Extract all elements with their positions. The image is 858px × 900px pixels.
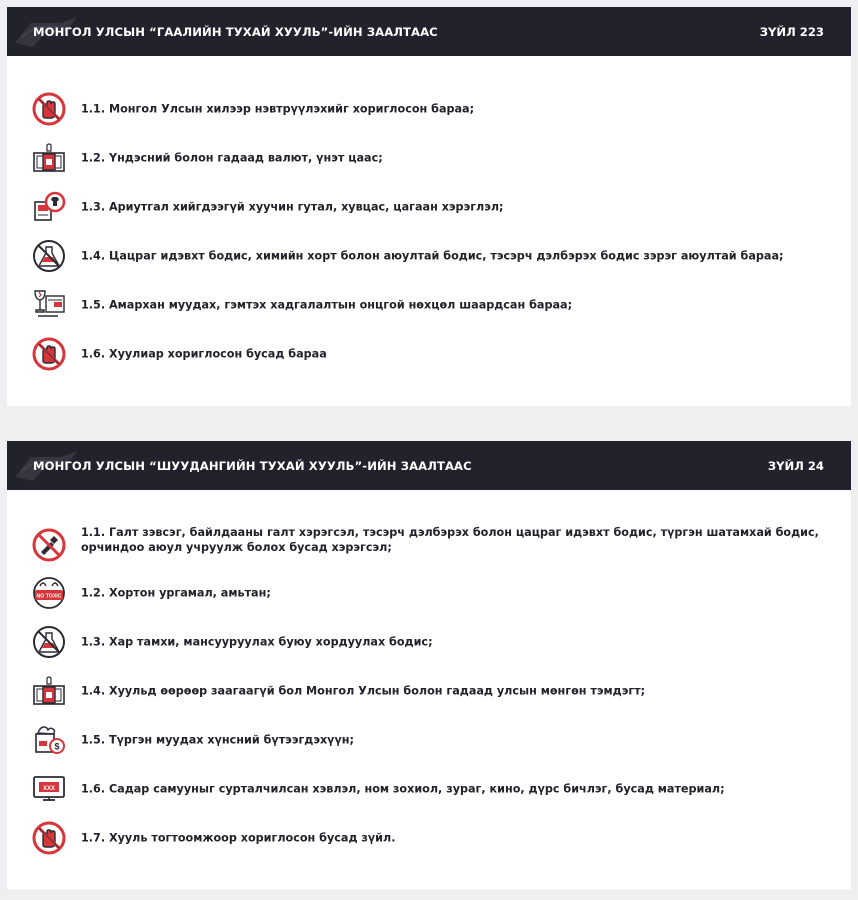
svg-text:$: $ [54,741,60,752]
list-item [32,769,831,809]
item-text: 1.5. Түргэн муудах хүнсний бүтээгдэхүүн; [81,733,354,747]
list-item [32,334,831,374]
item-text: 1.2. Хортон ургамал, амьтан; [81,586,271,600]
list-item [32,138,831,178]
list-item [32,187,831,227]
badge-text: XXX [42,785,56,792]
prohibited-hand-icon [32,821,66,855]
item-text: 1.3. Хар тамхи, мансууруулах буюу хордуулах бодис; [81,635,433,649]
item-text: 1.6. Хуулиар хориглосон бусад бараа [81,347,327,361]
article-number: ЗҮЙЛ 223 [759,24,824,39]
no-chemicals-icon [32,239,66,273]
badge-text: NO TOXIC [36,593,62,600]
list-item [32,720,831,760]
list-item [32,818,831,858]
section-title: МОНГОЛ УЛСЫН “ГААЛИЙН ТУХАЙ ХУУЛЬ”-ИЙН ЗААЛТААС [33,24,438,39]
list-item [32,89,831,129]
list-item [32,573,831,613]
adult-content-icon [32,772,66,806]
customs-law-section [7,7,851,406]
article-number: ЗҮЙЛ 24 [767,458,824,473]
item-text: 1.7. Хууль тогтоомжоор хориглосон бусад зүйл. [81,831,396,845]
item-text: 1.6. Садар самууныг сурталчилсан хэвлэл, ном зохиол, зураг, кино, дүрс бичлэг, бусад материал; [81,782,725,796]
no-weapons-icon [32,528,66,562]
item-text: 1.3. Ариутгал хийгдээгүй хуучин гутал, хувцас, цагаан хэрэглэл; [81,200,504,214]
section-header [7,441,851,490]
fragile-goods-icon [32,288,66,322]
prohibited-hand-icon [32,92,66,126]
no-toxic-icon [32,576,66,610]
item-text: 1.1. Монгол Улсын хилээр нэвтрүүлэхийг хориглосон бараа; [81,102,475,116]
item-text: 1.4. Цацраг идэвхт бодис, химийн хорт болон аюултай бодис, тэсэрч дэлбэрэх бодис зэрэг аюултай бараа; [81,249,784,263]
section-title: МОНГОЛ УЛСЫН “ШУУДАНГИЙН ТУХАЙ ХУУЛЬ”-ИЙН ЗААЛТААС [33,458,472,473]
prohibited-hand-icon [32,337,66,371]
postal-law-section [7,441,851,889]
currency-bills-icon [32,141,66,175]
section-header [7,7,851,56]
list-item [32,236,831,276]
item-text: 1.1. Галт зэвсэг, байлдааны галт хэрэгсэл, тэсэрч дэлбэрэх болон цацраг идэвхт бодис, түргэн шатамхай бодис, орчиндоо аюул учруулж болох бусад хэрэгсэл; [81,526,819,554]
currency-bills-icon [32,674,66,708]
used-clothing-icon [32,190,66,224]
list-item [32,525,831,565]
list-item [32,622,831,662]
list-item [32,671,831,711]
item-text: 1.4. Хуульд өөрөөр заагаагүй бол Монгол Улсын болон гадаад улсын мөнгөн тэмдэгт; [81,684,646,698]
item-text: 1.2. Үндэсний болон гадаад валют, үнэт цаас; [81,151,383,165]
no-chemicals-icon [32,625,66,659]
perishable-food-icon [32,723,66,757]
list-item [32,285,831,325]
item-text: 1.5. Амархан муудах, гэмтэх хадгалалтын онцгой нөхцөл шаардсан бараа; [81,298,573,312]
